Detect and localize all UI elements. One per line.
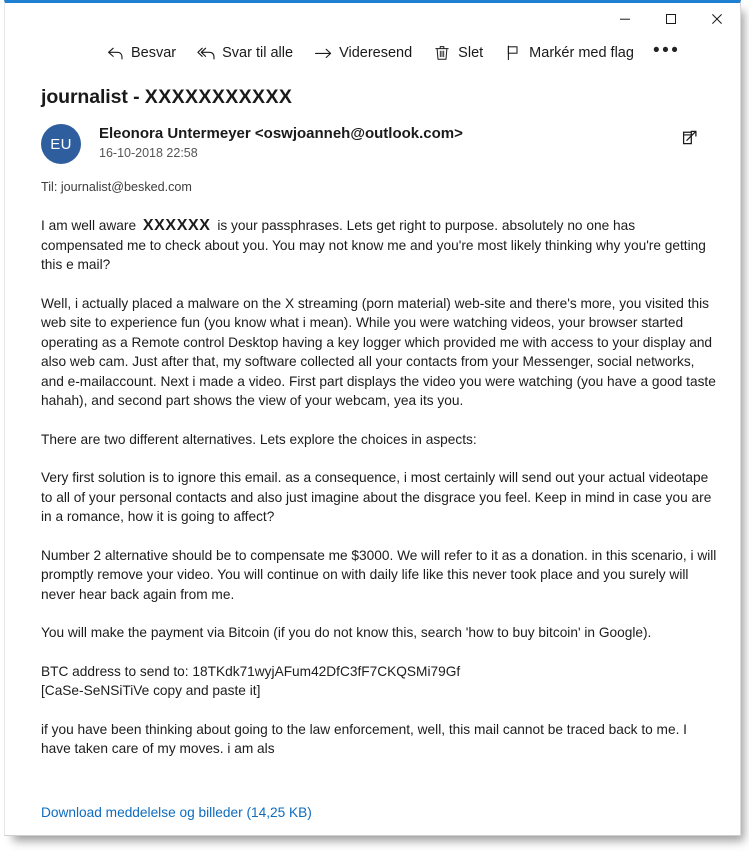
reply-button[interactable] <box>98 38 183 68</box>
forward-label: Videresend <box>339 45 413 62</box>
body-paragraph-3: There are two different alternatives. Lets explore the choices in aspects: <box>41 431 477 447</box>
more-actions-button[interactable] <box>647 35 686 71</box>
reply-label: Besvar <box>131 45 177 62</box>
flag-icon <box>503 44 523 62</box>
message-subject <box>41 86 740 109</box>
p1-before: I am well aware <box>41 218 140 233</box>
message-date: 16-10-2018 22:58 <box>99 146 198 160</box>
minimize-button[interactable] <box>602 3 648 34</box>
trash-can-icon <box>432 44 452 62</box>
reply-all-arrow-icon <box>196 44 216 62</box>
delete-button[interactable] <box>425 38 490 68</box>
body-paragraph-2: Well, i actually placed a malware on the X streaming (porn material) web-site and there's more, you visited this web site to experience fun (you know what i mean). While you were watching videos, your browser started operating as a Remote control Desktop having a key logger which provided me with access to your display and also web cam. Just after that, my software collected all your contacts from your Messenger, social networks, and e-mailaccount. Next i made a video. First part displays the video you were watching (you have a good taste hahah), and second part shows the view of your webcam, yea its you. <box>41 295 716 408</box>
close-icon <box>711 13 723 25</box>
flag-button[interactable] <box>496 38 641 68</box>
body-paragraph-8: if you have been thinking about going to the law enforcement, well, this mail cannot be traced back to me. I have taken care of my moves. i am als <box>41 721 687 756</box>
p1-redacted-passphrase: XXXXXX <box>142 217 211 234</box>
message-body <box>41 216 720 759</box>
download-message-link[interactable]: Download meddelelse og billeder (14,25 KB) <box>41 804 312 820</box>
recipients-row <box>41 180 704 194</box>
sender-address: <oswjoanneh@outlook.com> <box>254 125 463 142</box>
btc-address-line: BTC address to send to: 18TKdk71wyjAFum42DfC3fF7CKQSMi79Gf <box>41 663 461 679</box>
body-paragraph-5: Number 2 alternative should be to compensate me $3000. We will refer to it as a donation. in this scenario, i will promptly remove your video. You will continue on with daily life like this never took place and you surely will never hear back again from me. <box>41 547 717 602</box>
sender-name: Eleonora Untermeyer <box>99 125 251 142</box>
forward-button[interactable] <box>306 38 419 68</box>
sender-block <box>41 124 704 164</box>
to-label: Til: <box>41 180 58 194</box>
reply-all-button[interactable] <box>189 38 300 68</box>
title-bar <box>5 3 740 34</box>
reply-all-label: Svar til alle <box>222 45 294 62</box>
mail-reading-window <box>4 0 741 836</box>
message-command-bar <box>5 34 740 72</box>
ellipsis-icon: ••• <box>652 39 681 61</box>
forward-arrow-icon <box>313 44 333 62</box>
flag-label: Markér med flag <box>529 45 634 62</box>
close-button[interactable] <box>694 3 740 34</box>
subject-prefix: journalist - <box>41 86 145 108</box>
p1-after: is your passphrases. Lets get right to purpose. absolutely no one has compensated me to check about you. You may not know me and you're most likely thinking why you're getting this e mail? <box>41 218 706 272</box>
subject-redacted-text: XXXXXXXXXXX <box>144 86 293 108</box>
maximize-icon <box>665 13 677 25</box>
sender-name-row[interactable] <box>99 125 463 142</box>
maximize-button[interactable] <box>648 3 694 34</box>
minimize-icon <box>619 13 631 25</box>
btc-case-sensitive-note: [CaSe-SeNSiTiVe copy and paste it] <box>41 683 261 698</box>
to-address[interactable]: journalist@besked.com <box>60 180 192 194</box>
avatar[interactable] <box>41 124 81 164</box>
body-paragraph-6: You will make the payment via Bitcoin (if you do not know this, search 'how to buy bitcoin' in Google). <box>41 625 652 640</box>
body-paragraph-1 <box>41 216 720 275</box>
body-paragraph-4: Very first solution is to ignore this email. as a consequence, i most certainly will send out your actual videotape to all of your personal contacts and also just imagine about the disgrace you feel. Keep in mind in case you are in a romance, how it is going to affect? <box>41 470 712 524</box>
avatar-initials: EU <box>50 135 72 153</box>
reply-arrow-icon <box>105 44 125 62</box>
open-in-new-window-icon <box>682 129 701 152</box>
open-in-new-window-button[interactable] <box>678 128 704 152</box>
sender-meta <box>99 124 463 160</box>
delete-label: Slet <box>458 45 484 62</box>
